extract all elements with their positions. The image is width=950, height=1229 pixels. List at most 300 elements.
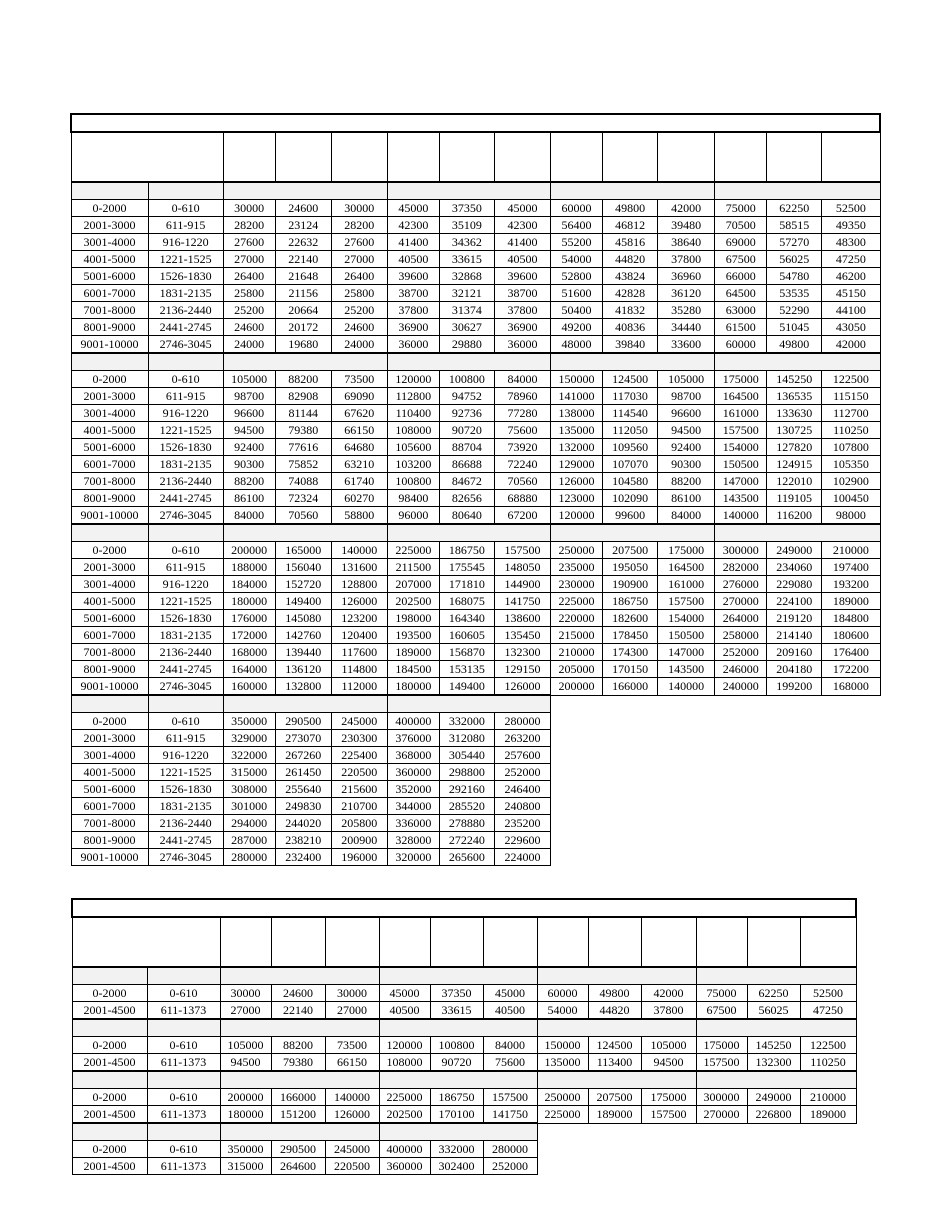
range-meters-cell: 916-1220 (148, 405, 223, 422)
value-cell: 141750 (483, 1106, 537, 1124)
range-feet-cell: 9001-10000 (71, 507, 148, 525)
table2-header-cell (271, 917, 325, 967)
value-cell: 73920 (494, 439, 550, 456)
value-cell: 225000 (551, 593, 603, 610)
table2-band-cell (72, 1123, 147, 1141)
range-feet-cell: 3001-4000 (71, 576, 148, 593)
value-cell: 86100 (223, 490, 275, 507)
value-cell: 249000 (767, 542, 822, 559)
value-cell: 315000 (220, 1158, 271, 1175)
range-meters-cell: 611-915 (148, 388, 223, 405)
value-cell: 131600 (331, 559, 387, 576)
range-feet-cell: 0-2000 (72, 985, 147, 1002)
range-feet-cell: 2001-4500 (72, 1002, 147, 1020)
table1-header-cell (439, 132, 494, 182)
value-cell: 56400 (551, 217, 603, 234)
value-cell: 24600 (223, 319, 275, 336)
value-cell: 96600 (658, 405, 715, 422)
value-cell: 43824 (603, 268, 658, 285)
value-cell: 80640 (439, 507, 494, 525)
table2-band-cell (220, 1019, 379, 1037)
table-row (71, 661, 880, 678)
range-meters-cell: 2136-2440 (148, 302, 223, 319)
value-cell: 126000 (551, 473, 603, 490)
value-cell: 210700 (331, 798, 387, 815)
value-cell: 54780 (767, 268, 822, 285)
value-cell: 219120 (767, 610, 822, 627)
range-meters-cell: 2136-2440 (148, 815, 223, 832)
value-cell: 255640 (275, 781, 331, 798)
value-cell: 207000 (387, 576, 439, 593)
value-cell: 250000 (537, 1089, 588, 1106)
value-cell: 215000 (551, 627, 603, 644)
value-cell: 99600 (603, 507, 658, 525)
value-cell: 124500 (603, 371, 658, 388)
value-cell: 300000 (715, 542, 767, 559)
table1-band-cell (223, 695, 387, 713)
table1-band-cell (715, 524, 880, 542)
value-cell: 312080 (439, 730, 494, 747)
value-cell: 197400 (822, 559, 880, 576)
value-cell: 171810 (439, 576, 494, 593)
range-meters-cell: 1831-2135 (148, 456, 223, 473)
value-cell: 77280 (494, 405, 550, 422)
table1-title-row (71, 114, 880, 132)
blank-cell (551, 747, 881, 764)
table2-band-spacer (537, 1123, 856, 1141)
table1-header-cell (715, 132, 767, 182)
value-cell: 252000 (494, 764, 550, 781)
value-cell: 41400 (494, 234, 550, 251)
value-cell: 157500 (715, 422, 767, 439)
value-cell: 150000 (537, 1037, 588, 1054)
value-cell: 90300 (223, 456, 275, 473)
table1-header-cell (551, 132, 603, 182)
value-cell: 184800 (822, 610, 880, 627)
range-meters-cell: 0-610 (148, 713, 223, 730)
value-cell: 42828 (603, 285, 658, 302)
value-cell: 126000 (325, 1106, 379, 1124)
value-cell: 20172 (275, 319, 331, 336)
range-meters-cell: 2746-3045 (148, 849, 223, 866)
value-cell: 33615 (430, 1002, 483, 1020)
table1-band-cell (148, 695, 223, 713)
value-cell: 20664 (275, 302, 331, 319)
value-cell: 72240 (494, 456, 550, 473)
value-cell: 189000 (387, 644, 439, 661)
value-cell: 264600 (271, 1158, 325, 1175)
table2-band-cell (147, 1019, 220, 1037)
table1-header-cell (71, 132, 223, 182)
table-row (72, 985, 856, 1002)
value-cell: 204180 (767, 661, 822, 678)
value-cell: 152720 (275, 576, 331, 593)
table2-header-cell (747, 917, 800, 967)
table-row (71, 302, 880, 319)
value-cell: 22140 (271, 1002, 325, 1020)
value-cell: 182600 (603, 610, 658, 627)
value-cell: 88200 (275, 371, 331, 388)
table-row (71, 781, 880, 798)
table-row (71, 747, 880, 764)
value-cell: 352000 (387, 781, 439, 798)
table2-band-cell (220, 1071, 379, 1089)
value-cell: 27000 (223, 251, 275, 268)
value-cell: 108000 (387, 422, 439, 439)
value-cell: 144900 (494, 576, 550, 593)
value-cell: 195050 (603, 559, 658, 576)
value-cell: 170100 (430, 1106, 483, 1124)
range-feet-cell: 4001-5000 (71, 593, 148, 610)
value-cell: 305440 (439, 747, 494, 764)
range-feet-cell: 9001-10000 (71, 336, 148, 354)
range-meters-cell: 2746-3045 (148, 336, 223, 354)
blank-cell (551, 798, 881, 815)
value-cell: 157500 (641, 1106, 696, 1124)
value-cell: 186750 (430, 1089, 483, 1106)
value-cell: 109560 (603, 439, 658, 456)
table-row (72, 1002, 856, 1020)
value-cell: 143500 (715, 490, 767, 507)
value-cell: 30627 (439, 319, 494, 336)
range-feet-cell: 6001-7000 (71, 285, 148, 302)
range-meters-cell: 0-610 (147, 1089, 220, 1106)
range-feet-cell: 0-2000 (71, 542, 148, 559)
value-cell: 98000 (822, 507, 880, 525)
value-cell: 230300 (331, 730, 387, 747)
value-cell: 270000 (715, 593, 767, 610)
table-row (71, 610, 880, 627)
value-cell: 36000 (387, 336, 439, 354)
value-cell: 30000 (220, 985, 271, 1002)
value-cell: 225400 (331, 747, 387, 764)
value-cell: 72324 (275, 490, 331, 507)
value-cell: 84000 (494, 371, 550, 388)
range-meters-cell: 1526-1830 (148, 610, 223, 627)
value-cell: 292160 (439, 781, 494, 798)
value-cell: 298800 (439, 764, 494, 781)
range-feet-cell: 9001-10000 (71, 678, 148, 696)
range-meters-cell: 2441-2745 (148, 490, 223, 507)
value-cell: 224100 (767, 593, 822, 610)
value-cell: 22140 (275, 251, 331, 268)
value-cell: 73500 (331, 371, 387, 388)
blank-cell (537, 1158, 856, 1175)
range-feet-cell: 8001-9000 (71, 661, 148, 678)
value-cell: 44820 (603, 251, 658, 268)
value-cell: 238210 (275, 832, 331, 849)
value-cell: 98700 (223, 388, 275, 405)
table2-band-cell (147, 1071, 220, 1089)
table-row (71, 542, 880, 559)
value-cell: 67620 (331, 405, 387, 422)
value-cell: 54000 (537, 1002, 588, 1020)
range-feet-cell: 2001-4500 (72, 1106, 147, 1124)
value-cell: 61500 (715, 319, 767, 336)
value-cell: 34440 (658, 319, 715, 336)
value-cell: 43050 (822, 319, 880, 336)
value-cell: 176000 (223, 610, 275, 627)
value-cell: 108000 (379, 1054, 430, 1072)
value-cell: 52290 (767, 302, 822, 319)
table2-band-cell (72, 967, 147, 985)
table1-band-cell (71, 182, 148, 200)
table-row (71, 268, 880, 285)
range-meters-cell: 1831-2135 (148, 798, 223, 815)
value-cell: 168075 (439, 593, 494, 610)
value-cell: 61740 (331, 473, 387, 490)
range-feet-cell: 0-2000 (72, 1089, 147, 1106)
range-meters-cell: 2746-3045 (148, 507, 223, 525)
value-cell: 50400 (551, 302, 603, 319)
value-cell: 25800 (331, 285, 387, 302)
value-cell: 240800 (494, 798, 550, 815)
value-cell: 62250 (747, 985, 800, 1002)
value-cell: 41832 (603, 302, 658, 319)
range-feet-cell: 9001-10000 (71, 849, 148, 866)
value-cell: 23124 (275, 217, 331, 234)
table-row (71, 627, 880, 644)
value-cell: 360000 (387, 764, 439, 781)
value-cell: 175545 (439, 559, 494, 576)
value-cell: 189000 (822, 593, 880, 610)
table2-header-cell (379, 917, 430, 967)
value-cell: 142760 (275, 627, 331, 644)
value-cell: 31374 (439, 302, 494, 319)
value-cell: 280000 (494, 713, 550, 730)
value-cell: 209160 (767, 644, 822, 661)
value-cell: 66150 (331, 422, 387, 439)
value-cell: 30000 (331, 200, 387, 217)
value-cell: 344000 (387, 798, 439, 815)
range-feet-cell: 7001-8000 (71, 815, 148, 832)
value-cell: 46812 (603, 217, 658, 234)
value-cell: 52500 (800, 985, 856, 1002)
value-cell: 161000 (658, 576, 715, 593)
table1-band-cell (71, 695, 148, 713)
table-row (71, 507, 880, 525)
value-cell: 94500 (223, 422, 275, 439)
range-feet-cell: 0-2000 (71, 713, 148, 730)
value-cell: 250000 (551, 542, 603, 559)
value-cell: 320000 (387, 849, 439, 866)
value-cell: 105350 (822, 456, 880, 473)
value-cell: 92400 (223, 439, 275, 456)
value-cell: 94500 (641, 1054, 696, 1072)
value-cell: 376000 (387, 730, 439, 747)
value-cell: 160605 (439, 627, 494, 644)
value-cell: 56025 (767, 251, 822, 268)
value-cell: 210000 (822, 542, 880, 559)
table2-band-cell (220, 967, 379, 985)
value-cell: 36900 (494, 319, 550, 336)
range-meters-cell: 1221-1525 (148, 593, 223, 610)
value-cell: 24000 (223, 336, 275, 354)
value-cell: 103200 (387, 456, 439, 473)
table2-header-cell (800, 917, 856, 967)
value-cell: 105000 (223, 371, 275, 388)
value-cell: 224000 (494, 849, 550, 866)
value-cell: 189000 (800, 1106, 856, 1124)
value-cell: 32868 (439, 268, 494, 285)
value-cell: 150000 (551, 371, 603, 388)
value-cell: 105600 (387, 439, 439, 456)
range-feet-cell: 6001-7000 (71, 627, 148, 644)
value-cell: 36900 (387, 319, 439, 336)
value-cell: 122010 (767, 473, 822, 490)
table-row (71, 678, 880, 696)
value-cell: 60000 (551, 200, 603, 217)
table1-band-cell (387, 524, 550, 542)
value-cell: 240000 (715, 678, 767, 696)
table1-band-cell (387, 353, 550, 371)
table2-header-cell (537, 917, 588, 967)
value-cell: 122500 (800, 1037, 856, 1054)
range-feet-cell: 7001-8000 (71, 473, 148, 490)
value-cell: 24600 (275, 200, 331, 217)
table-row (71, 730, 880, 747)
table-row (71, 593, 880, 610)
value-cell: 100800 (387, 473, 439, 490)
value-cell: 214140 (767, 627, 822, 644)
value-cell: 249830 (275, 798, 331, 815)
value-cell: 40500 (494, 251, 550, 268)
value-cell: 190900 (603, 576, 658, 593)
value-cell: 172200 (822, 661, 880, 678)
value-cell: 225000 (379, 1089, 430, 1106)
value-cell: 140000 (658, 678, 715, 696)
value-cell: 75000 (715, 200, 767, 217)
value-cell: 120000 (387, 371, 439, 388)
value-cell: 110400 (387, 405, 439, 422)
value-cell: 276000 (715, 576, 767, 593)
value-cell: 42000 (641, 985, 696, 1002)
range-feet-cell: 6001-7000 (71, 456, 148, 473)
value-cell: 30000 (223, 200, 275, 217)
table-row (71, 849, 880, 866)
value-cell: 63210 (331, 456, 387, 473)
range-feet-cell: 0-2000 (71, 371, 148, 388)
value-cell: 273070 (275, 730, 331, 747)
table-row (71, 285, 880, 302)
value-cell: 196000 (331, 849, 387, 866)
value-cell: 232400 (275, 849, 331, 866)
value-cell: 100800 (439, 371, 494, 388)
value-cell: 153135 (439, 661, 494, 678)
value-cell: 82656 (439, 490, 494, 507)
value-cell: 180000 (220, 1106, 271, 1124)
value-cell: 186750 (439, 542, 494, 559)
value-cell: 21648 (275, 268, 331, 285)
table2-band-cell (696, 1071, 856, 1089)
value-cell: 124915 (767, 456, 822, 473)
value-cell: 86688 (439, 456, 494, 473)
range-feet-cell: 4001-5000 (71, 422, 148, 439)
value-cell: 120000 (551, 507, 603, 525)
value-cell: 350000 (223, 713, 275, 730)
value-cell: 226800 (747, 1106, 800, 1124)
table2-header-cell (72, 917, 220, 967)
value-cell: 68880 (494, 490, 550, 507)
table2-band-cell (72, 1071, 147, 1089)
table2-band-cell (696, 1019, 856, 1037)
value-cell: 49200 (551, 319, 603, 336)
value-cell: 54000 (551, 251, 603, 268)
blank-cell (551, 781, 881, 798)
value-cell: 161000 (715, 405, 767, 422)
range-feet-cell: 0-2000 (72, 1141, 147, 1158)
table1-header-cell (603, 132, 658, 182)
value-cell: 37800 (494, 302, 550, 319)
value-cell: 29880 (439, 336, 494, 354)
value-cell: 88200 (271, 1037, 325, 1054)
table-row (71, 473, 880, 490)
table1-band-cell (387, 182, 550, 200)
value-cell: 56025 (747, 1002, 800, 1020)
value-cell: 37350 (439, 200, 494, 217)
value-cell: 252000 (483, 1158, 537, 1175)
value-cell: 88704 (439, 439, 494, 456)
value-cell: 77616 (275, 439, 331, 456)
value-cell: 285520 (439, 798, 494, 815)
value-cell: 120400 (331, 627, 387, 644)
value-cell: 132300 (494, 644, 550, 661)
value-cell: 58515 (767, 217, 822, 234)
value-cell: 92736 (439, 405, 494, 422)
value-cell: 178450 (603, 627, 658, 644)
value-cell: 105000 (220, 1037, 271, 1054)
value-cell: 70560 (494, 473, 550, 490)
table1-band-cell (148, 353, 223, 371)
range-feet-cell: 2001-4500 (72, 1158, 147, 1175)
value-cell: 84000 (223, 507, 275, 525)
table1-band-cell (223, 182, 387, 200)
range-feet-cell: 5001-6000 (71, 781, 148, 798)
value-cell: 135000 (551, 422, 603, 439)
range-meters-cell: 2136-2440 (148, 644, 223, 661)
table-row (71, 576, 880, 593)
table-row (71, 422, 880, 439)
range-meters-cell: 0-610 (147, 1141, 220, 1158)
value-cell: 151200 (271, 1106, 325, 1124)
value-cell: 126000 (494, 678, 550, 696)
range-feet-cell: 5001-6000 (71, 610, 148, 627)
table1-band-cell (71, 353, 148, 371)
value-cell: 42300 (387, 217, 439, 234)
value-cell: 164500 (715, 388, 767, 405)
value-cell: 49800 (767, 336, 822, 354)
value-cell: 52800 (551, 268, 603, 285)
value-cell: 225000 (387, 542, 439, 559)
table-row (72, 1141, 856, 1158)
table-row (72, 1089, 856, 1106)
value-cell: 114540 (603, 405, 658, 422)
value-cell: 154000 (658, 610, 715, 627)
value-cell: 45000 (379, 985, 430, 1002)
table2-band-cell (537, 967, 696, 985)
value-cell: 157500 (483, 1089, 537, 1106)
value-cell: 130725 (767, 422, 822, 439)
rate-table-primary (70, 113, 881, 866)
range-feet-cell: 2001-3000 (71, 388, 148, 405)
value-cell: 116200 (767, 507, 822, 525)
value-cell: 322000 (223, 747, 275, 764)
value-cell: 143500 (658, 661, 715, 678)
value-cell: 229080 (767, 576, 822, 593)
value-cell: 220500 (331, 764, 387, 781)
value-cell: 129150 (494, 661, 550, 678)
value-cell: 39600 (387, 268, 439, 285)
